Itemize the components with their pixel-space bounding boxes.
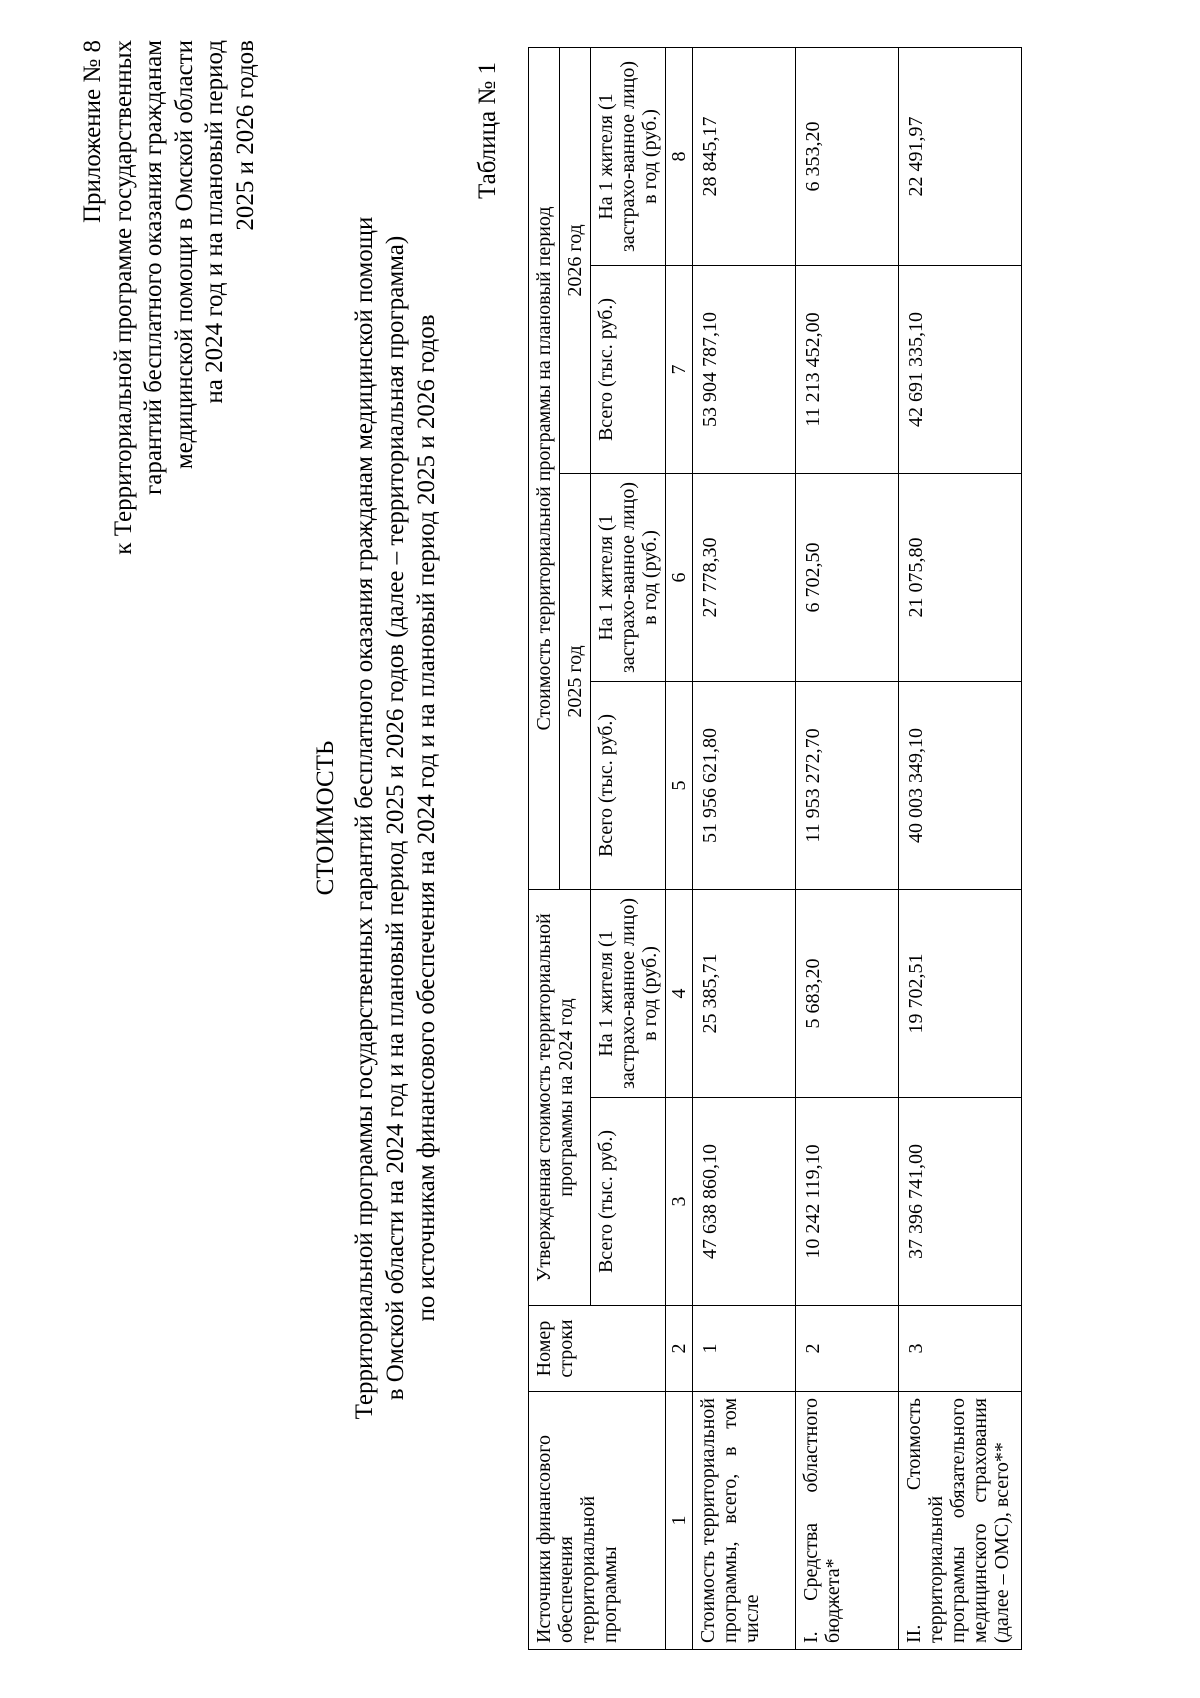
total-2025: 51 956 621,80 xyxy=(693,681,796,889)
row-number: 3 xyxy=(899,1306,1022,1392)
title-line: в Омской области на 2024 год и на плановый период 2025 и 2026 годов (далее – территориальная программа) xyxy=(382,235,409,1401)
row-source: I. Средства областного бюджета* xyxy=(796,1392,899,1650)
appendix-line: 2025 и 2026 годов xyxy=(231,40,259,231)
total-2026: 53 904 787,10 xyxy=(693,265,796,473)
appendix-line: к Территориальной программе государственных xyxy=(109,40,137,555)
header-per-capita-2026: На 1 жителя (1 застрахо-ванное лицо) в год (руб.) xyxy=(591,47,666,265)
column-number: 8 xyxy=(666,47,693,265)
column-number: 5 xyxy=(666,681,693,889)
column-number: 3 xyxy=(666,1098,693,1306)
title-heading: СТОИМОСТЬ xyxy=(312,740,339,896)
row-source: Стоимость территориальной программы, всего, в том числе xyxy=(693,1392,796,1650)
table-row xyxy=(899,47,1022,1649)
total-2025: 40 003 349,10 xyxy=(899,681,1022,889)
per-capita-2024: 5 683,20 xyxy=(796,889,899,1097)
total-2024: 47 638 860,10 xyxy=(693,1098,796,1306)
column-number: 2 xyxy=(666,1306,693,1392)
appendix-line: на 2024 год и на плановый период xyxy=(201,40,228,404)
header-total-2025: Всего (тыс. руб.) xyxy=(591,681,666,889)
per-capita-2026: 22 491,97 xyxy=(899,47,1022,265)
column-number: 6 xyxy=(666,473,693,681)
column-number: 4 xyxy=(666,889,693,1097)
title-line: Территориальной программы государственных гарантий бесплатного оказания гражданам медицинской помощи xyxy=(351,216,378,1420)
row-number: 2 xyxy=(796,1306,899,1392)
header-planned-period: Стоимость территориальной программы на плановый период xyxy=(529,47,560,889)
column-number: 7 xyxy=(666,265,693,473)
header-approved-2024: Утвержденная стоимость территориальной программы на 2024 год xyxy=(529,889,591,1305)
per-capita-2025: 27 778,30 xyxy=(693,473,796,681)
header-total-2024: Всего (тыс. руб.) xyxy=(591,1098,666,1306)
header-per-capita-2025: На 1 жителя (1 застрахо-ванное лицо) в год (руб.) xyxy=(591,473,666,681)
document-title xyxy=(310,118,442,1518)
column-number: 1 xyxy=(666,1392,693,1650)
row-source: II. Стоимость территориальной программы обязательного медицинского страхования (далее – ОМС), всего** xyxy=(899,1392,1022,1650)
row-number: 1 xyxy=(693,1306,796,1392)
per-capita-2024: 25 385,71 xyxy=(693,889,796,1097)
header-row-number: Номер строки xyxy=(529,1306,666,1392)
per-capita-2026: 6 353,20 xyxy=(796,47,899,265)
per-capita-2025: 21 075,80 xyxy=(899,473,1022,681)
appendix-line: медицинской помощи в Омской области xyxy=(170,40,198,470)
title-line: по источникам финансового обеспечения на 2024 год и на плановый период 2025 и 2026 годов xyxy=(413,314,440,1322)
table-row xyxy=(796,47,899,1649)
per-capita-2026: 28 845,17 xyxy=(693,47,796,265)
total-2024: 10 242 119,10 xyxy=(796,1098,899,1306)
total-2026: 11 213 452,00 xyxy=(796,265,899,473)
per-capita-2025: 6 702,50 xyxy=(796,473,899,681)
total-2024: 37 396 741,00 xyxy=(899,1098,1022,1306)
appendix-line: Приложение № 8 xyxy=(79,40,106,224)
cost-table xyxy=(528,47,1022,1650)
total-2025: 11 953 272,70 xyxy=(796,681,899,889)
table-row xyxy=(693,47,796,1649)
header-year-2025: 2025 год xyxy=(560,473,591,889)
appendix-line: гарантий бесплатного оказания гражданам xyxy=(140,40,167,496)
header-source: Источники финансового обеспечения территориальной программы xyxy=(529,1392,666,1650)
column-number-row xyxy=(666,47,693,1649)
header-year-2026: 2026 год xyxy=(560,47,591,473)
header-row xyxy=(529,47,560,1649)
header-per-capita-2024: На 1 жителя (1 застрахо-ванное лицо) в год (руб.) xyxy=(591,889,666,1097)
header-total-2026: Всего (тыс. руб.) xyxy=(591,265,666,473)
appendix-note xyxy=(78,40,261,680)
per-capita-2024: 19 702,51 xyxy=(899,889,1022,1097)
total-2026: 42 691 335,10 xyxy=(899,265,1022,473)
table-number: Таблица № 1 xyxy=(474,62,501,200)
